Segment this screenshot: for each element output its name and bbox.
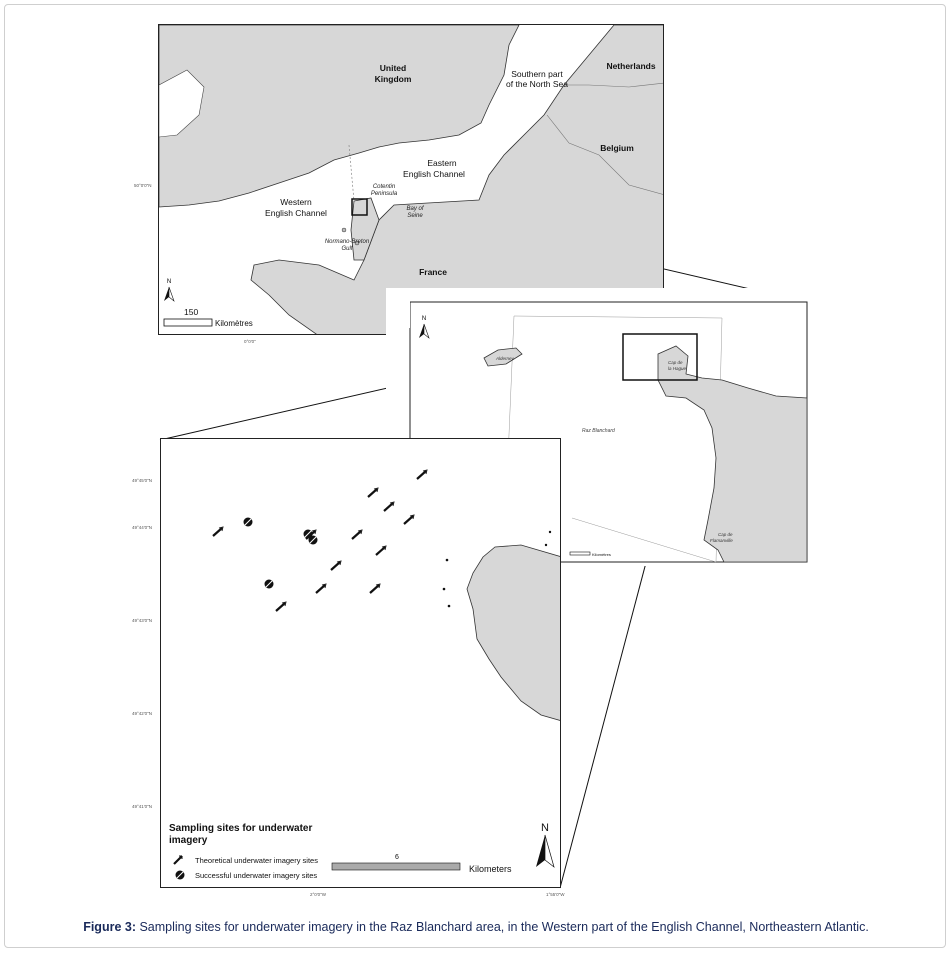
theoretical-site <box>331 561 341 570</box>
figure-caption-label: Figure 3: <box>83 920 136 934</box>
figure-caption <box>0 920 952 934</box>
legend <box>169 823 318 880</box>
legend-theoretical-label: Theoretical underwater imagery sites <box>195 856 318 865</box>
detail-lat-tick-1: 49°45'0"N <box>132 478 153 483</box>
theoretical-site <box>376 546 386 555</box>
overview-north-arrow <box>164 279 174 301</box>
label-western-channel-2: English Channel <box>265 208 327 218</box>
legend-title-2: imagery <box>169 835 208 846</box>
label-netherlands: Netherlands <box>606 61 656 71</box>
successful-site <box>309 536 318 545</box>
theoretical-sites-layer <box>213 470 427 611</box>
label-cap-flamanville-1: Cap de <box>718 532 733 537</box>
theoretical-site <box>368 488 378 497</box>
theoretical-site <box>213 527 223 536</box>
svg-text:N: N <box>421 316 427 322</box>
regional-scale-bar <box>570 552 590 555</box>
overview-scale-bar <box>164 319 212 326</box>
legend-title-1: Sampling sites for underwater <box>169 823 313 834</box>
label-france: France <box>419 267 447 277</box>
label-eastern-channel-2: English Channel <box>403 169 465 179</box>
detail-lon-tick-1: 2°0'0"W <box>310 892 327 897</box>
label-cotentin-2: Peninsula <box>370 191 398 197</box>
detail-lat-tick-2: 49°44'0"N <box>132 525 153 530</box>
label-cap-hague-2: la Hague <box>668 366 687 371</box>
label-western-channel-1: Western <box>280 197 312 207</box>
label-normano-breton-2: Gulf <box>341 246 353 252</box>
label-normano-breton-1: Normano-Breton <box>324 239 370 245</box>
detail-scale-value: 6 <box>395 854 399 861</box>
detail-lat-tick-3: 49°43'0"N <box>132 618 153 623</box>
label-north-sea-2: of the North Sea <box>506 79 568 89</box>
overview-lon-tick: 0°0'0" <box>244 339 256 344</box>
legend-theoretical-symbol <box>174 856 182 864</box>
label-raz-blanchard: Raz Blanchard <box>582 428 615 434</box>
label-north-sea-1: Southern part <box>511 69 563 79</box>
successful-site <box>244 518 253 527</box>
svg-text:N: N <box>166 279 172 285</box>
label-bay-of-seine-1: Bay of <box>406 206 424 212</box>
svg-text:N: N <box>541 822 549 834</box>
theoretical-site <box>384 502 394 511</box>
label-united-kingdom-2: Kingdom <box>374 74 412 84</box>
theoretical-site <box>370 584 380 593</box>
detail-lat-tick-5: 49°41'0"N <box>132 804 153 809</box>
label-cotentin-1: Cotentin <box>372 184 396 190</box>
label-alderney: Alderney <box>496 356 514 361</box>
theoretical-site <box>352 530 362 539</box>
theoretical-site <box>276 602 286 611</box>
label-cap-hague-1: Cap de <box>668 360 683 365</box>
theoretical-site <box>417 470 427 479</box>
label-belgium: Belgium <box>600 143 634 153</box>
detail-scale-unit: Kilometers <box>469 864 512 874</box>
overview-lat-tick-outside: 50°0'0"N <box>134 183 152 188</box>
detail-map <box>160 438 561 888</box>
detail-scale-bar <box>332 863 460 870</box>
label-cap-flamanville-2: Flamanville <box>710 538 733 543</box>
theoretical-site <box>404 515 414 524</box>
successful-sites-layer <box>244 518 318 589</box>
legend-successful-label: Successful underwater imagery sites <box>195 871 318 880</box>
successful-site <box>265 580 274 589</box>
detail-lat-tick-4: 49°42'0"N <box>132 711 153 716</box>
regional-scale-unit: Kilomètres <box>592 552 611 557</box>
detail-lon-tick-2: 1°55'0"W <box>546 892 565 897</box>
detail-north-arrow <box>536 822 554 867</box>
overview-scale-value: 150 <box>184 307 199 317</box>
label-eastern-channel-1: Eastern <box>427 158 457 168</box>
overview-scale-unit: Kilomètres <box>215 319 253 328</box>
label-united-kingdom-1: United <box>379 63 407 73</box>
figure-caption-text: Sampling sites for underwater imagery in the Raz Blanchard area, in the Western part of the English Channel, Northeastern Atlantic. <box>136 920 869 934</box>
legend-successful-symbol <box>176 871 185 880</box>
label-bay-of-seine-2: Seine <box>407 213 423 219</box>
theoretical-site <box>316 584 326 593</box>
